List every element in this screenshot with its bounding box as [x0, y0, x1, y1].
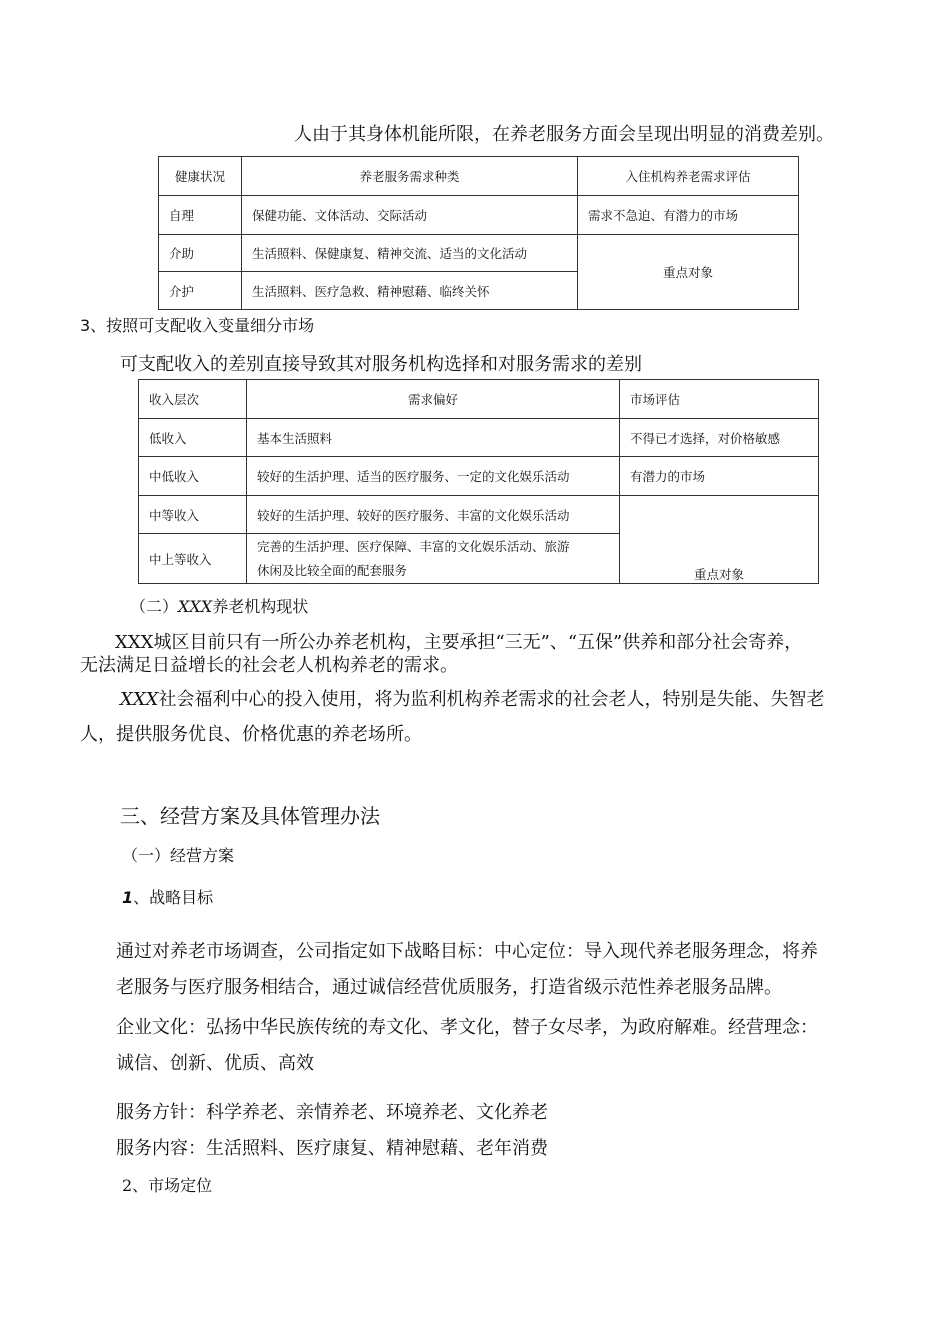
table-cell: 有潜力的市场: [620, 457, 819, 496]
table-cell: 基本生活照料: [247, 419, 620, 457]
table-cell: 中上等收入: [139, 534, 247, 584]
subsection-suffix: 养老机构现状: [212, 597, 309, 616]
table-cell: 自理: [159, 196, 242, 235]
paragraph-line: 服务内容：生活照料、医疗康复、精神慰藉、老年消费: [116, 1138, 548, 1159]
table-header: 需求偏好: [247, 380, 620, 419]
table-cell: 生活照料、保健康复、精神交流、适当的文化活动: [242, 235, 578, 272]
cell-line: 完善的生活护理、医疗保障、丰富的文化娱乐活动、旅游: [257, 538, 570, 554]
section-heading: 三、经营方案及具体管理办法: [120, 804, 380, 828]
paragraph-line: 老服务与医疗服务相结合，通过诚信经营优质服务，打造省级示范性养老服务品牌。: [116, 977, 782, 998]
table-cell: 较好的生活护理、较好的医疗服务、丰富的文化娱乐活动: [247, 496, 620, 534]
table-header: 养老服务需求种类: [242, 157, 578, 196]
paragraph-line: 服务方针：科学养老、亲情养老、环境养老、文化养老: [116, 1102, 548, 1123]
table-cell-merged: 重点对象: [578, 235, 799, 310]
table-cell: 中等收入: [139, 496, 247, 534]
paragraph-line: 企业文化：弘扬中华民族传统的寿文化、孝文化，替子女尽孝，为政府解难。经营理念：: [116, 1017, 818, 1038]
intro-line: 人由于其身体机能所限，在养老服务方面会呈现出明显的消费差别。: [294, 124, 834, 145]
merged-eval-text: 重点对象: [693, 567, 744, 582]
paragraph-text: 城区目前只有一所公办养老机构，主要承担“三无”、“五保”供养和部分社会寄养，: [153, 632, 803, 653]
table-row: [139, 496, 819, 534]
org-name: XXX: [115, 632, 154, 653]
table-row: [159, 235, 799, 272]
paragraph-line: 无法满足日益增长的社会老人机构养老的需求。: [80, 655, 458, 676]
table-cell: 介护: [159, 272, 242, 310]
paragraph-line: 诚信、创新、优质、高效: [116, 1053, 314, 1074]
table-cell: 介助: [159, 235, 242, 272]
table-cell: 低收入: [139, 419, 247, 457]
item-number: 1: [122, 888, 134, 907]
table-header: 入住机构养老需求评估: [578, 157, 799, 196]
table-cell: 中低收入: [139, 457, 247, 496]
section3-title: 3、按照可支配收入变量细分市场: [80, 316, 315, 335]
table-header: 市场评估: [620, 380, 819, 419]
subsection-title: （一）经营方案: [122, 846, 235, 865]
item-label: 、战略目标: [133, 888, 214, 907]
table-row: [139, 457, 819, 496]
income-table: [138, 379, 819, 584]
section3-desc: 可支配收入的差别直接导致其对服务机构选择和对服务需求的差别: [120, 354, 642, 375]
table-header-row: [139, 380, 819, 419]
table-cell: 不得已才选择，对价格敏感: [620, 419, 819, 457]
table-header: 收入层次: [139, 380, 247, 419]
table-cell: [247, 534, 620, 584]
paragraph-line: 人，提供服务优良、价格优惠的养老场所。: [80, 724, 422, 745]
list-item-title: [122, 885, 213, 908]
subsection-title: [130, 594, 308, 617]
org-name: XXX: [120, 689, 159, 710]
table-cell: 需求不急迫、有潜力的市场: [578, 196, 799, 235]
paragraph-line: 通过对养老市场调查，公司指定如下战略目标：中心定位：导入现代养老服务理念，将养: [116, 941, 818, 962]
table-row: [139, 419, 819, 457]
table-cell-merged: [620, 496, 819, 584]
table-header: 健康状况: [159, 157, 242, 196]
list-item-title: 2、市场定位: [122, 1176, 213, 1195]
org-name: XXX: [178, 597, 213, 616]
paragraph-text: 社会福利中心的投入使用，将为监利机构养老需求的社会老人，特别是失能、失智老: [158, 689, 825, 710]
health-status-table: [158, 156, 799, 310]
table-header-row: [159, 157, 799, 196]
table-cell: 较好的生活护理、适当的医疗服务、一定的文化娱乐活动: [247, 457, 620, 496]
table-cell: 生活照料、医疗急救、精神慰藉、临终关怀: [242, 272, 578, 310]
table-cell: 保健功能、文体活动、交际活动: [242, 196, 578, 235]
cell-line: 休闲及比较全面的配套服务: [257, 562, 408, 578]
paragraph-line: [120, 685, 824, 711]
subsection-prefix: （二）: [130, 597, 179, 616]
table-row: [159, 196, 799, 235]
